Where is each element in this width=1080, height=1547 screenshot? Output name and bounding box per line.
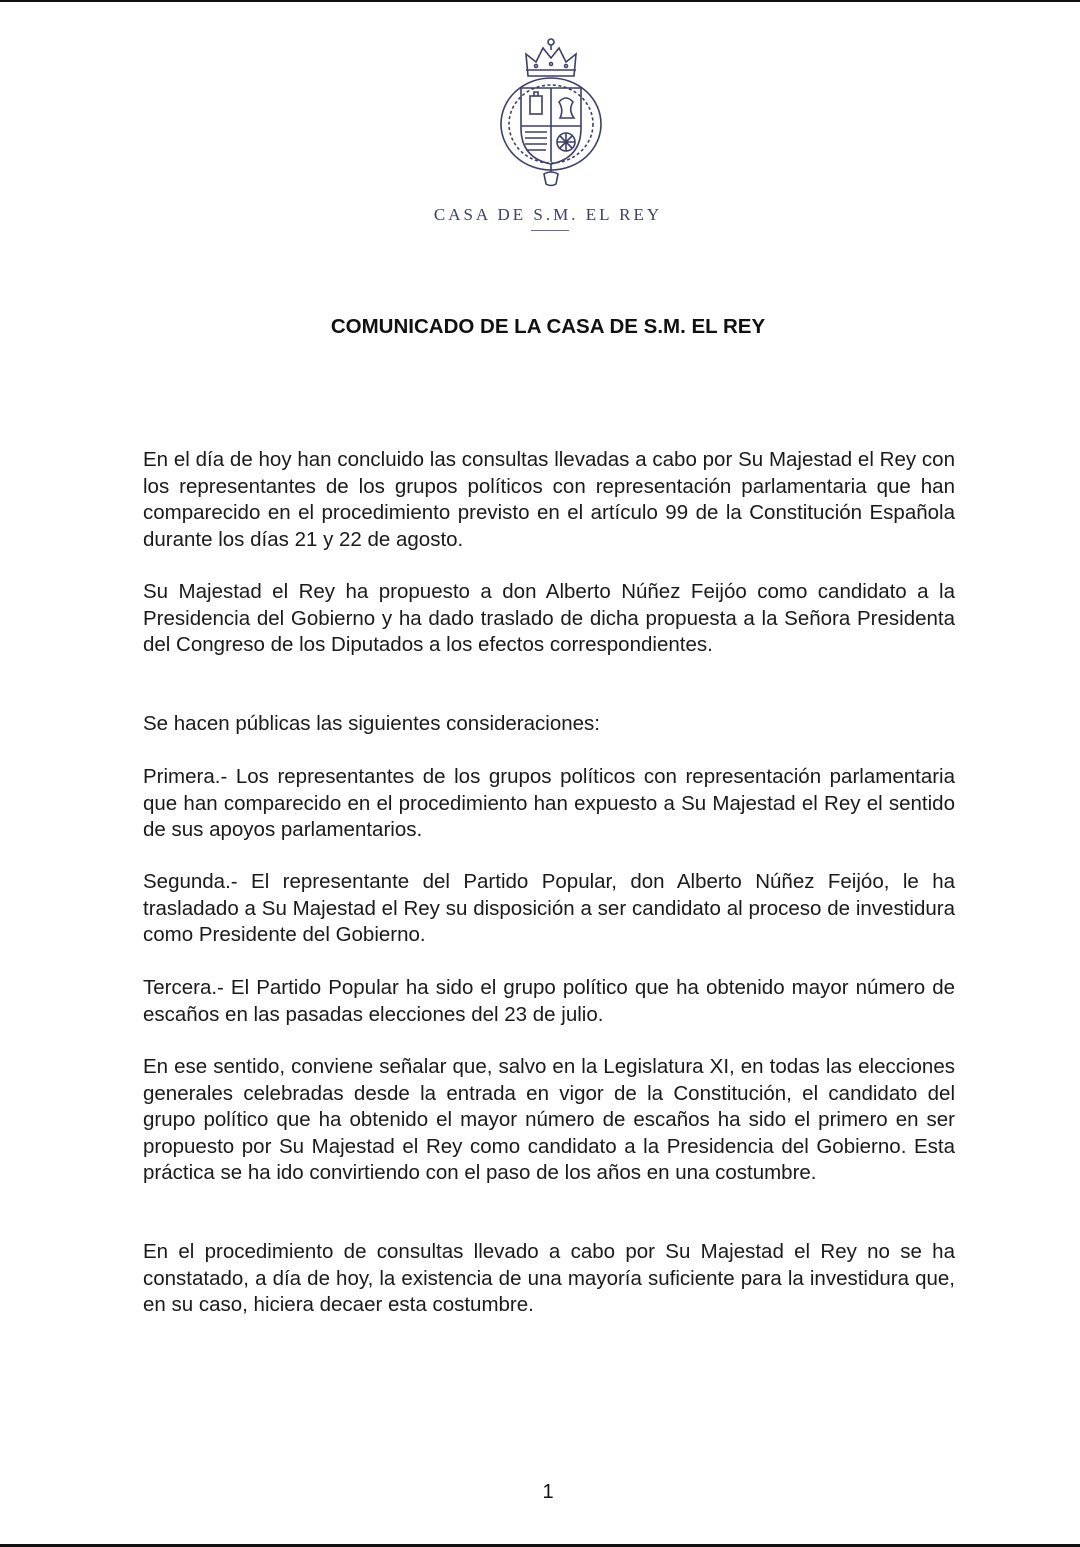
house-name-underline xyxy=(531,230,569,231)
paragraph-proposal: Su Majestad el Rey ha propuesto a don Alberto Núñez Feijóo como candidato a la Presidencia del Gobierno y ha dado traslado de dicha propuesta a la Señora Presidenta del Congreso de los Diputados a los efectos correspondientes. xyxy=(143,580,955,656)
page-number: 1 xyxy=(542,1481,554,1503)
paragraph-segunda: Segunda.- El representante del Partido Popular, don Alberto Núñez Feijóo, le ha trasladado a Su Majestad el Rey su disposición a ser candidato al proceso de investidura como Presidente del Gobierno. xyxy=(143,870,955,946)
page-title: COMUNICADO DE LA CASA DE S.M. EL REY xyxy=(330,315,766,338)
paragraph-conclusion: En el procedimiento de consultas llevado a cabo por Su Majestad el Rey no se ha constatado, a día de hoy, la existencia de una mayoría suficiente para la investidura que, en su caso, hiciera decaer esta costumbre. xyxy=(143,1240,955,1316)
paragraph-intro: En el día de hoy han concluido las consultas llevadas a cabo por Su Majestad el Rey con los representantes de los grupos políticos con representación parlamentaria que han comparecido en el procedimiento previsto en el artículo 99 de la Constitución Española durante los días 21 y 22 de agosto. xyxy=(143,448,955,551)
paragraph-tercera: Tercera.- El Partido Popular ha sido el grupo político que ha obtenido mayor número de escaños en las pasadas elecciones del 23 de julio. xyxy=(143,976,955,1026)
house-name: CASA DE S.M. EL REY xyxy=(433,205,663,224)
paragraph-primera: Primera.- Los representantes de los grupos políticos con representación parlamentaria que han comparecido en el procedimiento han expuesto a Su Majestad el Rey el sentido de sus apoyos parlamentarios. xyxy=(143,765,955,841)
paragraph-custom: En ese sentido, conviene señalar que, salvo en la Legislatura XI, en todas las elecciones generales celebradas desde la entrada en vigor de la Constitución, el candidato del grupo político que ha obtenido el mayor número de escaños ha sido el primero en ser propuesto por Su Majestad el Rey como candidato a la Presidencia del Gobierno. Esta práctica se ha ido convirtiendo con el paso de los años en una costumbre. xyxy=(143,1055,955,1184)
paragraph-considerations-heading: Se hacen públicas las siguientes consideraciones: xyxy=(143,712,600,735)
royal-crest-icon xyxy=(496,36,606,188)
top-border xyxy=(0,0,1080,2)
